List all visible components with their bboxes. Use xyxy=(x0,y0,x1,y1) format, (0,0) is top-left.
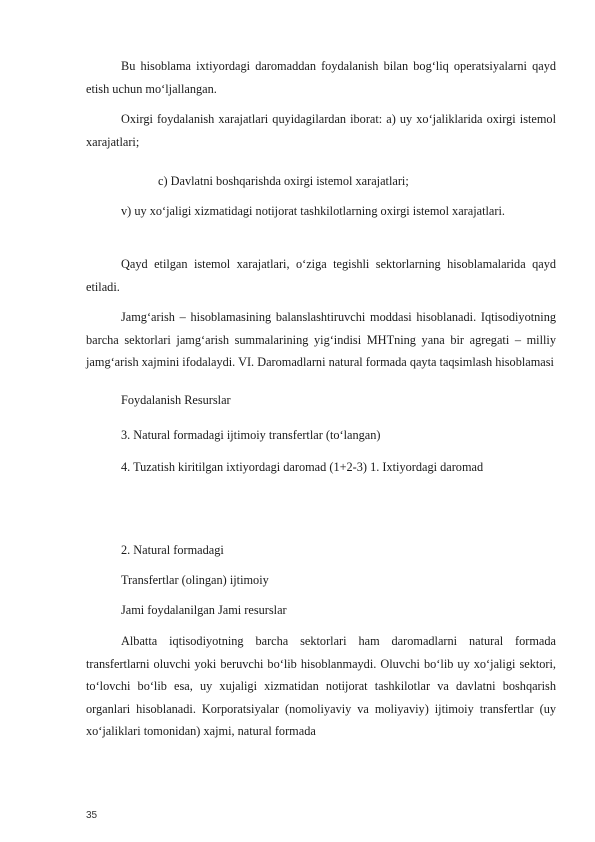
paragraph-intro: Bu hisoblama ixtiyordagi daromaddan foydalanish bilan bog‘liq operatsiyalarni qayd etish uchun mo‘ljallangan. xyxy=(86,59,556,96)
paragraph-nonprofit: v) uy xo‘jaligi xizmatidagi notijorat tashkilotlarning oxirgi istemol xarajatlari. xyxy=(121,204,505,218)
paragraph-final-consumption: Oxirgi foydalanish xarajatlari quyidagilardan iborat: a) uy xo‘jaliklarida oxirgi istemol xarajatlari; xyxy=(86,112,556,149)
table-line-transfers: Transfertlar (olingan) ijtimoiy xyxy=(121,573,269,587)
table-line-3: 3. Natural formadagi ijtimoiy transfertlar (to‘langan) xyxy=(121,428,381,442)
paragraph-conclusion: Albatta iqtisodiyotning barcha sektorlari ham daromadlarni natural formada transfertlarni oluvchi yoki beruvchi bo‘lib hisoblanmaydi. Oluvchi bo‘lib uy xo‘jaligi sektori, to‘lovchi bo‘lib esa, uy xujaligi xizmatidan notijorat tashkilotlar va davlatni boshqarish organlari hisoblanadi. Korporatsiyalar (nomoliyaviy va moliyaviy) ijtimoiy transfertlar (uy xo‘jaliklari tomonidan) xajmi, natural formada xyxy=(86,634,556,739)
list-item-c: c) Davlatni boshqarishda oxirgi istemol xarajatlari; xyxy=(158,174,409,188)
table-header-line: Foydalanish Resurslar xyxy=(121,393,231,407)
paragraph-savings: Jamg‘arish – hisoblamasining balanslashtiruvchi moddasi hisoblanadi. Iqtisodiyotning barcha sektorlari jamg‘arish summalarining yig‘indisi MHTning yana bir agregati – milliy jamg‘arish xajmini ifodalaydi. VI. Daromadlarni natural formada qayta taqsimlash hisoblamasi xyxy=(86,310,556,370)
table-line-totals: Jami foydalanilgan Jami resurslar xyxy=(121,603,287,617)
table-line-4: 4. Tuzatish kiritilgan ixtiyordagi daromad (1+2-3) 1. Ixtiyordagi daromad xyxy=(121,460,484,474)
paragraph-recorded-expenses: Qayd etilgan istemol xarajatlari, o‘ziga tegishli sektorlarning hisoblamalarida qayd etiladi. xyxy=(86,257,556,294)
page-number: 35 xyxy=(86,810,98,821)
table-line-2: 2. Natural formadagi xyxy=(121,543,224,557)
